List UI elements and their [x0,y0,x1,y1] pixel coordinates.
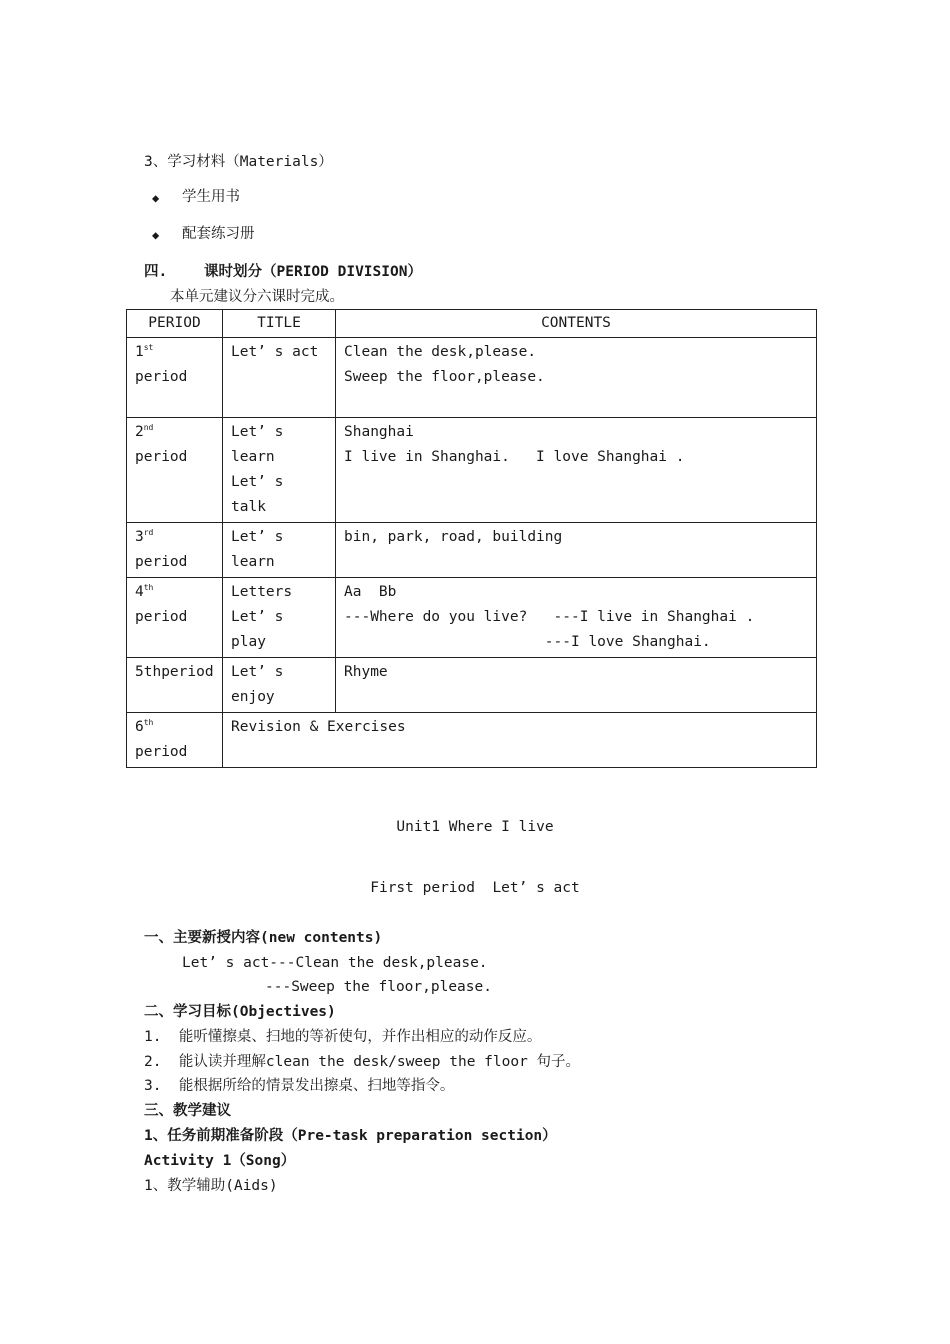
bullet-icon: ◆ [152,191,160,205]
subsection-heading: 1、任务前期准备阶段（Pre-task preparation section） [144,1128,557,1144]
period-cell: 5thperiod [127,658,223,713]
title-cell: Letters Let’ s play [223,578,336,658]
aids-heading: 1、教学辅助(Aids) [144,1178,278,1194]
contents-cell: Rhyme [336,658,817,713]
period-cell: 1st period [127,338,223,418]
contents-cell: Clean the desk,please. Sweep the floor,please. [336,338,817,418]
division-heading-number: 四. [144,264,168,280]
section-heading: 二、学习目标(Objectives) [144,1004,336,1020]
table-row [127,578,817,658]
section-heading: 三、教学建议 [144,1103,231,1119]
materials-item: 学生用书 [182,189,240,205]
title-cell: Let’ s learn [223,523,336,578]
table-row [127,523,817,578]
unit-title: Unit1 Where I live [396,819,554,835]
table-row [127,658,817,713]
period-title: First period Let’ s act [370,880,580,896]
period-cell: 6th period [127,713,223,768]
header-title: TITLE [223,310,336,338]
bullet-icon: ◆ [152,228,160,242]
period-cell: 3rd period [127,523,223,578]
title-cell: Let’ s learn Let’ s talk [223,418,336,523]
contents-cell: Aa Bb ---Where do you live? ---I live in Shanghai . ---I love Shanghai. [336,578,817,658]
table-row [127,338,817,418]
materials-heading: 3、学习材料（Materials） [144,154,333,170]
materials-item: 配套练习册 [182,226,255,242]
period-cell: 4th period [127,578,223,658]
header-contents: CONTENTS [336,310,817,338]
activity-heading: Activity 1（Song） [144,1153,296,1169]
content-line: Let’ s act---Clean the desk,please. [182,955,488,971]
title-cell: Let’ s enjoy [223,658,336,713]
period-table [126,309,817,768]
merged-cell: Revision & Exercises [223,713,817,768]
objective-item: 2. 能认读并理解clean the desk/sweep the floor 句子。 [144,1054,581,1070]
contents-cell: Shanghai I live in Shanghai. I love Shanghai . [336,418,817,523]
section-heading: 一、主要新授内容(new contents) [144,930,383,946]
header-period: PERIOD [127,310,223,338]
title-cell: Let’ s act [223,338,336,418]
contents-cell: bin, park, road, building [336,523,817,578]
period-cell: 2nd period [127,418,223,523]
objective-item: 3. 能根据所给的情景发出擦桌、扫地等指令。 [144,1078,455,1094]
objective-item: 1. 能听懂擦桌、扫地的等祈使句，并作出相应的动作反应。 [144,1029,542,1045]
table-header-row [127,310,817,338]
content-line: ---Sweep the floor,please. [265,979,492,995]
division-heading: 课时划分（PERIOD DIVISION） [204,264,422,280]
table-row [127,713,817,768]
division-note: 本单元建议分六课时完成。 [170,289,344,305]
table-row [127,418,817,523]
